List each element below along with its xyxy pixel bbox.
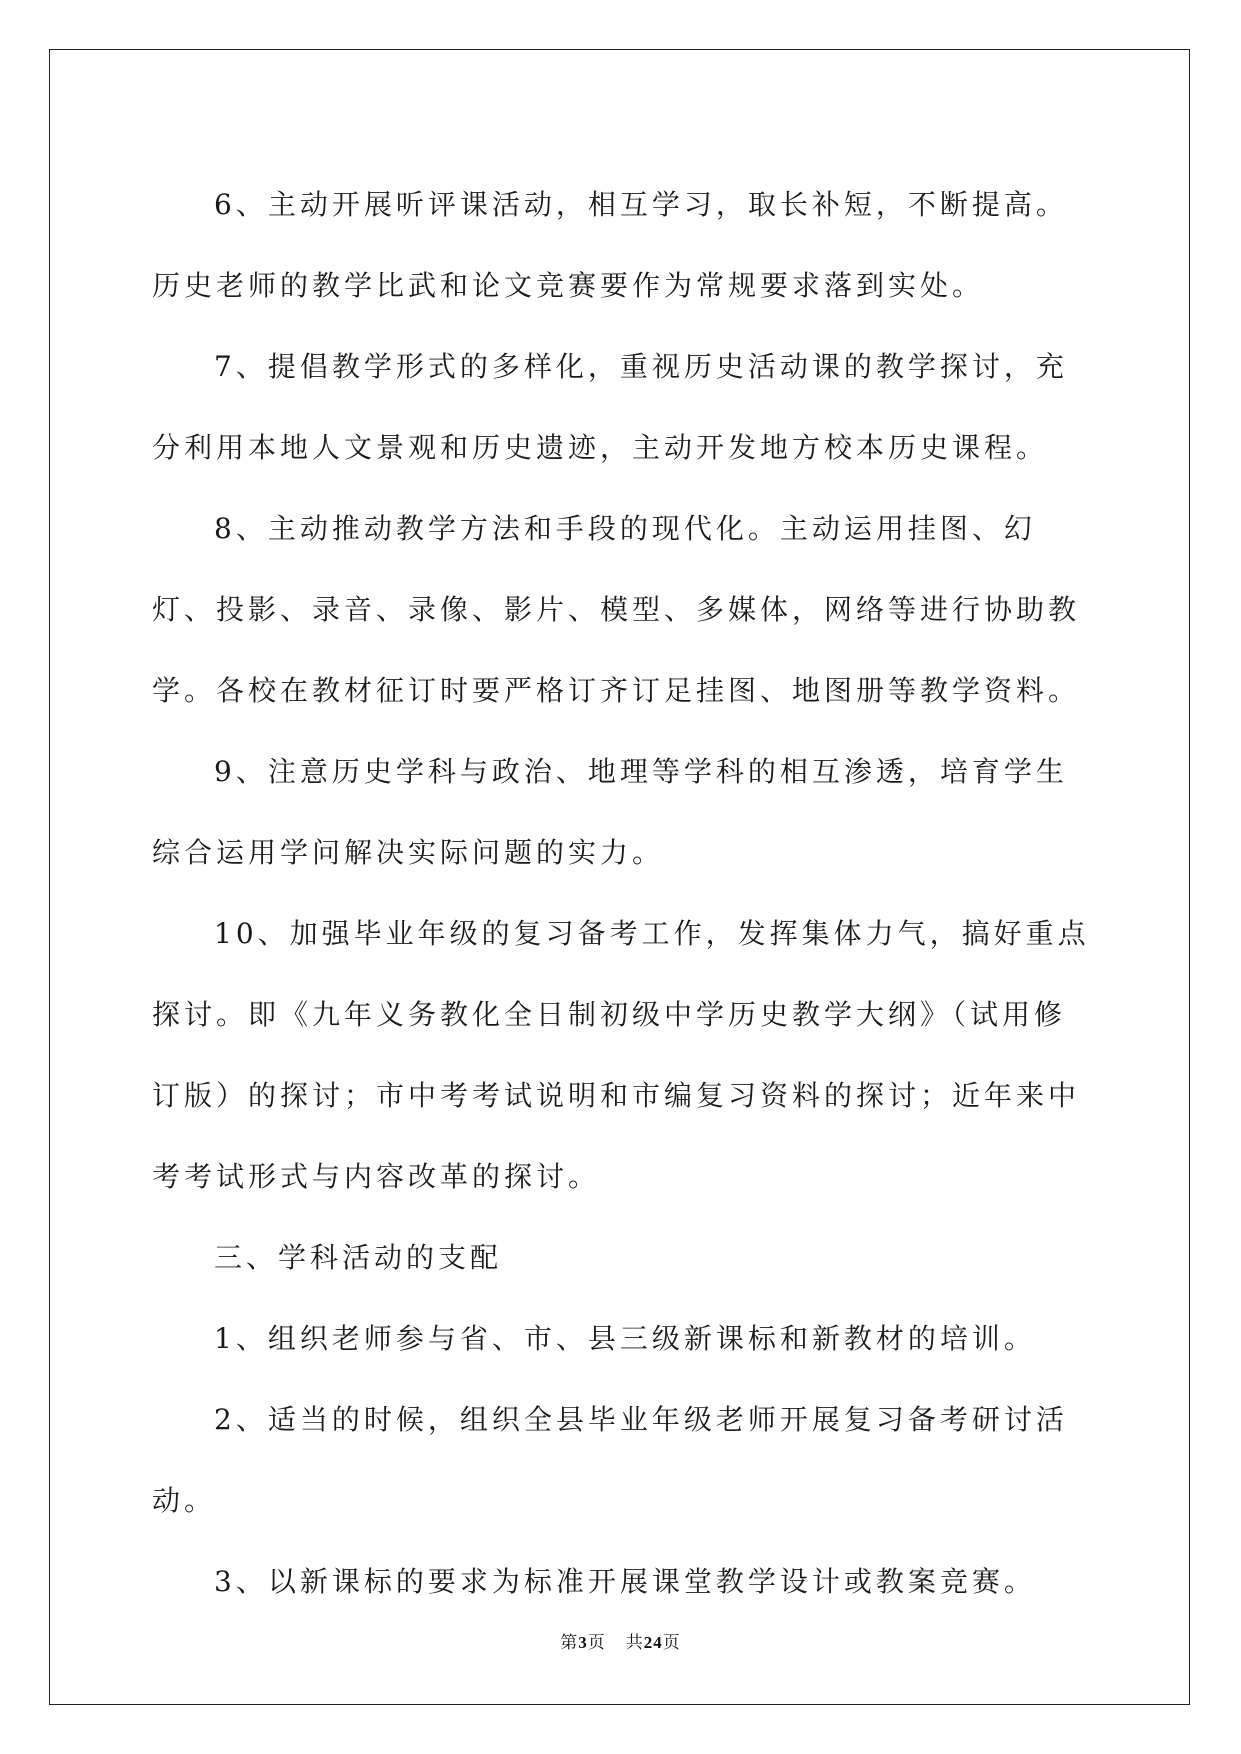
page-footer <box>0 1628 1241 1653</box>
page-suffix: 页 <box>587 1633 606 1652</box>
total-prefix: 共 <box>625 1633 644 1652</box>
current-page-number: 3 <box>578 1633 588 1652</box>
paragraph-item-8: 8、主动推动教学方法和手段的现代化。主动运用挂图、幻灯、投影、录音、录像、影片、模型、多媒体，网络等进行协助教学。各校在教材征订时要严格订齐订足挂图、地图册等教学资料。 <box>152 512 1081 707</box>
activity-item-3: 3、以新课标的要求为标准开展课堂教学设计或教案竞赛。 <box>214 1565 1036 1598</box>
document-body <box>152 164 1092 1622</box>
total-suffix: 页 <box>662 1633 681 1652</box>
paragraph-item-9: 9、注意历史学科与政治、地理等学科的相互渗透，培育学生综合运用学问解决实际问题的实力。 <box>152 755 1068 869</box>
total-page-count: 24 <box>643 1633 663 1652</box>
page-prefix: 第 <box>560 1633 579 1652</box>
paragraph-item-6: 6、主动开展听评课活动，相互学习，取长补短，不断提高。历史老师的教学比武和论文竞赛要作为常规要求落到实处。 <box>152 188 1068 302</box>
section-heading: 三、学科活动的支配 <box>214 1241 503 1274</box>
activity-item-2: 2、适当的时候，组织全县毕业年级老师开展复习备考研讨活动。 <box>152 1403 1068 1517</box>
paragraph-item-7: 7、提倡教学形式的多样化，重视历史活动课的教学探讨，充分利用本地人文景观和历史遗迹，主动开发地方校本历史课程。 <box>152 350 1068 464</box>
activity-item-1: 1、组织老师参与省、市、县三级新课标和新教材的培训。 <box>214 1322 1036 1355</box>
paragraph-item-10: 10、加强毕业年级的复习备考工作，发挥集体力气，搞好重点探讨。即《九年义务教化全日制初级中学历史教学大纲》（试用修订版）的探讨；市中考考试说明和市编复习资料的探讨；近年来中考考试形式与内容改革的探讨。 <box>152 917 1090 1193</box>
